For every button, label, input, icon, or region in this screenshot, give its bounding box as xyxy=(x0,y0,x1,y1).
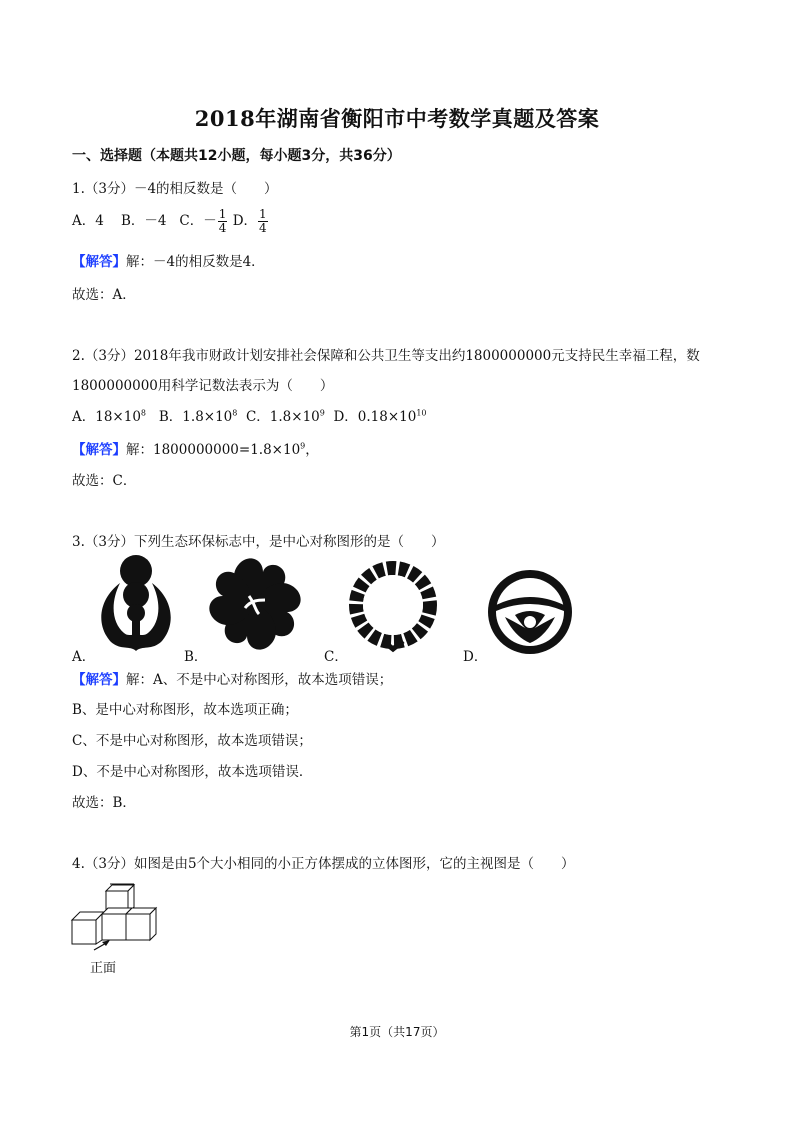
q3-choice: 故选：B． xyxy=(72,795,136,811)
answer-tag: 【解答】 xyxy=(72,672,126,688)
q3-label-b: B． xyxy=(184,649,208,665)
q2-option-d: D．$0.18\times 10^{10}$ xyxy=(333,408,427,425)
q3-label-d: D． xyxy=(463,649,488,665)
front-label: 正面 xyxy=(90,961,117,976)
q1-choice: 故选：A． xyxy=(72,287,136,303)
eco-logo-d xyxy=(485,567,575,657)
q2-question-line2: 1800000000用科学记数法表示为（ ） xyxy=(72,378,334,394)
q3-question: 3.（3分）下列生态环保标志中，是中心对称图形的是（ ） xyxy=(72,534,445,550)
q2-option-b: B．$1.8\times 10^8$ xyxy=(158,408,238,425)
q3-answer-a: 【解答】解：A、不是中心对称图形，故本选项错误； xyxy=(72,672,393,688)
q1-question: 1.（3分）－4的相反数是（ ） xyxy=(72,181,278,197)
q3-label-c: C． xyxy=(324,649,348,665)
cube-stack-figure xyxy=(72,884,162,954)
q1-option-a: A．4 xyxy=(72,213,104,229)
q3-answer-c: C、不是中心对称图形，故本选项错误； xyxy=(72,733,312,749)
eco-logo-c xyxy=(343,561,443,653)
eco-logo-b xyxy=(205,556,305,652)
q2-option-c: C．$1.8\times 10^9$ xyxy=(245,408,325,425)
q3-answer-d: D、不是中心对称图形，故本选项错误． xyxy=(72,764,313,780)
section-heading: 一、选择题（本题共12小题，每小题3分，共36分） xyxy=(72,148,401,164)
q1-option-c-fraction: $\frac{1}{4}$ xyxy=(218,207,227,235)
q2-option-a: A．$18\times 10^8$ xyxy=(72,408,147,425)
eco-logo-a xyxy=(90,553,182,653)
q1-option-c: C．－ xyxy=(179,213,217,229)
q4-question: 4.（3分）如图是由5个大小相同的小正方体摆成的立体图形，它的主视图是（ ） xyxy=(72,856,575,872)
q3-label-a: A． xyxy=(72,649,96,665)
q2-answer: 【解答】解：$1800000000=1.8\times 10^9$， xyxy=(72,441,319,458)
q1-option-d-fraction: $\frac{1}{4}$ xyxy=(259,207,267,235)
page-footer: 第1页（共17页） xyxy=(349,1025,445,1039)
answer-tag: 【解答】 xyxy=(72,254,126,270)
q1-options xyxy=(72,208,269,235)
q1-option-d: D． xyxy=(232,213,258,229)
q2-options xyxy=(72,405,427,425)
q1-answer: 【解答】解：－4的相反数是4． xyxy=(72,254,265,270)
q1-option-b: B．－4 xyxy=(121,213,167,229)
q3-answer-b: B、是中心对称图形，故本选项正确； xyxy=(72,702,298,718)
answer-tag: 【解答】 xyxy=(72,442,126,458)
q2-choice: 故选：C． xyxy=(72,473,137,489)
q2-question-line1: 2.（3分）2018年我市财政计划安排社会保障和公共卫生等支出约1800000000元支持民生幸福工程，数 xyxy=(72,348,700,364)
page-title: 2018年湖南省衡阳市中考数学真题及答案 xyxy=(194,106,600,131)
